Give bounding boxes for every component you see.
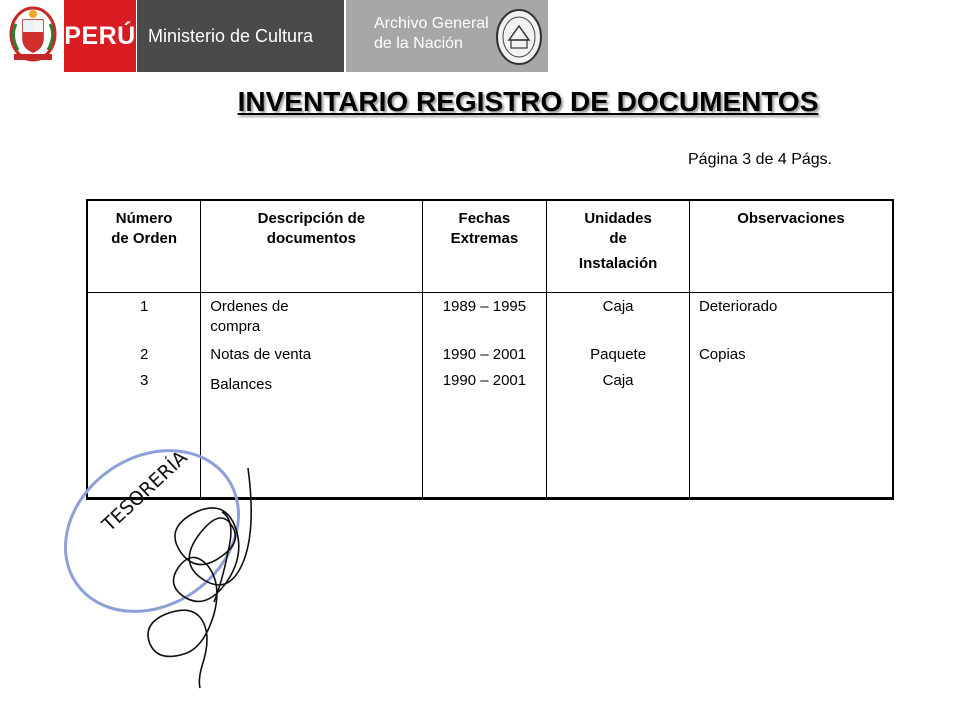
spacer [89, 317, 199, 345]
unidad-3: Caja [602, 371, 634, 389]
header-text: documentos [266, 230, 356, 247]
header-fechas [422, 200, 547, 292]
page-title [0, 86, 960, 118]
header-numero-orden [87, 200, 201, 292]
header-descripcion [201, 200, 422, 292]
header-unidades [547, 200, 690, 292]
observacion-2: Copias [698, 345, 746, 363]
fechas-2: 1990 – 2001 [442, 345, 527, 363]
descripcion-1b: compra [210, 317, 261, 335]
fechas-3: 1990 – 2001 [442, 371, 527, 389]
stamp-label: TESORERÍA [98, 446, 192, 537]
coat-of-arms-icon [6, 4, 60, 70]
country-label: PERÚ [64, 21, 136, 50]
orden-2: 2 [139, 345, 149, 363]
archive-label-line1: Archivo General [374, 15, 489, 32]
spacer [424, 317, 546, 345]
archive-seal-icon [495, 8, 543, 66]
archive-label-line2: de la Nación [374, 35, 463, 52]
header-text: Número [115, 210, 173, 227]
header-text: de Orden [111, 230, 178, 247]
cell-unidades [547, 292, 690, 498]
table-row [87, 292, 893, 498]
header-text: Instalación [578, 255, 658, 272]
descripcion-2: Notas de venta [210, 345, 312, 363]
inventory-table [86, 199, 894, 500]
header-text: Observaciones [737, 210, 845, 227]
signature-scribble [148, 468, 251, 688]
page-indicator: Página 3 de 4 Págs. [688, 151, 833, 168]
orden-1: 1 [139, 297, 149, 315]
header-text: de [609, 230, 627, 247]
descripcion-1a: Ordenes de [210, 297, 289, 315]
cell-descripcion [201, 292, 422, 498]
descripcion-3: Balances [210, 375, 272, 393]
cell-fechas [422, 292, 547, 498]
peru-logo [64, 0, 136, 72]
page-title-text: INVENTARIO REGISTRO DE DOCUMENTOS [237, 86, 819, 117]
header-text: Fechas [458, 210, 511, 227]
orden-3: 3 [139, 371, 149, 389]
ministry-label: Ministerio de Cultura [148, 25, 314, 46]
spacer [548, 317, 688, 345]
header-text: Unidades [584, 210, 652, 227]
fechas-1: 1989 – 1995 [442, 297, 527, 315]
table-header-row [87, 200, 893, 292]
observacion-1: Deteriorado [698, 297, 778, 315]
header-text: Extremas [450, 230, 519, 247]
ministry-banner [137, 0, 344, 72]
header-text: Descripción de [257, 210, 366, 227]
header-observaciones [689, 200, 893, 292]
unidad-2: Paquete [590, 345, 647, 363]
cell-observaciones [689, 292, 893, 498]
spacer [699, 317, 891, 345]
unidad-1: Caja [602, 297, 634, 315]
